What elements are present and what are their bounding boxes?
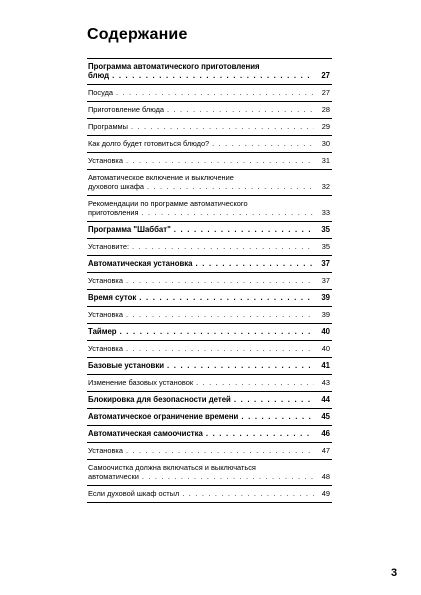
toc-entry-title bbox=[88, 156, 314, 165]
toc-entry-title-line: Как долго будет готовиться блюдо? bbox=[88, 139, 210, 148]
toc-entry-page: 47 bbox=[321, 446, 330, 455]
toc-entry bbox=[87, 486, 332, 503]
toc-entry-title bbox=[88, 429, 314, 438]
toc-entry-title bbox=[88, 225, 314, 234]
toc-entry bbox=[87, 426, 332, 443]
toc-entry bbox=[87, 409, 332, 426]
dot-leader bbox=[139, 293, 314, 302]
toc-entry-page: 48 bbox=[321, 472, 330, 481]
dot-leader bbox=[196, 259, 315, 268]
dot-leader bbox=[120, 327, 314, 336]
toc-entry-title bbox=[88, 139, 314, 148]
toc-entry-page: 39 bbox=[321, 310, 330, 319]
toc-entry-title-line: Изменение базовых установок bbox=[88, 378, 194, 387]
toc-entry-title-line: Установка bbox=[88, 446, 123, 455]
toc-entry-title-line: духового шкафа bbox=[88, 182, 145, 191]
dot-leader bbox=[196, 378, 314, 387]
toc-entry bbox=[87, 170, 332, 196]
toc-entry-title bbox=[88, 88, 314, 97]
dot-leader bbox=[142, 208, 314, 217]
toc-entry-title bbox=[88, 412, 314, 421]
toc-entry-page: 40 bbox=[321, 327, 330, 336]
dot-leader bbox=[116, 88, 314, 97]
toc-entry-title bbox=[88, 62, 314, 80]
toc-entry-title-line: Самоочистка должна включаться и выключаться bbox=[88, 463, 256, 472]
toc-entry-title bbox=[88, 378, 314, 387]
toc-entry bbox=[87, 460, 332, 486]
toc-entry-title bbox=[88, 344, 314, 353]
toc-entry-title bbox=[88, 310, 314, 319]
toc-entry bbox=[87, 256, 332, 273]
toc-entry-title-line: Программа автоматического приготовления bbox=[88, 62, 260, 71]
toc-entry-page: 27 bbox=[321, 88, 330, 97]
toc-entry-title-line: Автоматическая самоочистка bbox=[88, 429, 203, 438]
toc-entry-title-line: Установка bbox=[88, 156, 123, 165]
toc-entry bbox=[87, 273, 332, 290]
toc-entry-title-line: Время суток bbox=[88, 293, 137, 302]
toc-entry-page: 35 bbox=[321, 242, 330, 251]
toc-entry-title-line: Программа "Шаббат" bbox=[88, 225, 171, 234]
toc-entry bbox=[87, 324, 332, 341]
toc-entry-title bbox=[88, 122, 314, 131]
toc-entry-title bbox=[88, 259, 314, 268]
toc-entry bbox=[87, 375, 332, 392]
toc-entry-title bbox=[88, 489, 314, 498]
toc-entry-page: 41 bbox=[321, 361, 330, 370]
toc-entry-title bbox=[88, 199, 314, 217]
toc-entry-title-line: Рекомендации по программе автоматического bbox=[88, 199, 248, 208]
dot-leader bbox=[142, 472, 314, 481]
dot-leader bbox=[234, 395, 314, 404]
dot-leader bbox=[132, 242, 314, 251]
toc-entry-title bbox=[88, 276, 314, 285]
dot-leader bbox=[212, 139, 314, 148]
toc-entry-title bbox=[88, 327, 314, 336]
toc-entry-title-line: Если духовой шкаф остыл bbox=[88, 489, 180, 498]
toc-entry-page: 30 bbox=[321, 139, 330, 148]
toc-entry-title-line: Блокировка для безопасности детей bbox=[88, 395, 231, 404]
toc-entry-page: 37 bbox=[321, 276, 330, 285]
toc-entry-title-line: автоматически bbox=[88, 472, 139, 481]
toc-entry-page: 27 bbox=[321, 71, 330, 80]
toc-entry-title bbox=[88, 242, 314, 251]
toc-entry bbox=[87, 85, 332, 102]
toc-entry-title-line: Таймер bbox=[88, 327, 117, 336]
toc-entry-title bbox=[88, 293, 314, 302]
dot-leader bbox=[126, 344, 314, 353]
toc-entry-page: 39 bbox=[321, 293, 330, 302]
toc-entry-title-line: Установка bbox=[88, 276, 123, 285]
dot-leader bbox=[126, 276, 314, 285]
toc-entry-title bbox=[88, 105, 314, 114]
dot-leader bbox=[126, 156, 314, 165]
toc-entry bbox=[87, 59, 332, 85]
toc-entry-page: 29 bbox=[321, 122, 330, 131]
toc-entry-page: 37 bbox=[321, 259, 330, 268]
toc-entry-page: 44 bbox=[321, 395, 330, 404]
toc-entry bbox=[87, 153, 332, 170]
toc-entry-title-line: Установка bbox=[88, 310, 123, 319]
toc-entry-page: 40 bbox=[321, 344, 330, 353]
toc-entry-page: 49 bbox=[321, 489, 330, 498]
dot-leader bbox=[167, 361, 314, 370]
toc-entry-title-line: Программы bbox=[88, 122, 128, 131]
dot-leader bbox=[241, 412, 314, 421]
toc-entry bbox=[87, 102, 332, 119]
dot-leader bbox=[147, 182, 314, 191]
toc-entry-page: 35 bbox=[321, 225, 330, 234]
toc-entry-title-line: Посуда bbox=[88, 88, 113, 97]
dot-leader bbox=[174, 225, 314, 234]
dot-leader bbox=[182, 489, 314, 498]
dot-leader bbox=[206, 429, 314, 438]
dot-leader bbox=[131, 122, 314, 131]
toc-entry-title-line: блюд bbox=[88, 71, 110, 80]
table-of-contents bbox=[87, 58, 332, 503]
dot-leader bbox=[167, 105, 314, 114]
toc-entry-page: 43 bbox=[321, 378, 330, 387]
page-title: Содержание bbox=[87, 26, 188, 43]
toc-entry-title bbox=[88, 173, 314, 191]
toc-entry-page: 45 bbox=[321, 412, 330, 421]
toc-entry bbox=[87, 392, 332, 409]
toc-entry-title-line: Базовые установки bbox=[88, 361, 165, 370]
toc-entry bbox=[87, 307, 332, 324]
toc-entry-title bbox=[88, 463, 314, 481]
toc-entry bbox=[87, 443, 332, 460]
toc-entry-title-line: Автоматическая установка bbox=[88, 259, 193, 268]
toc-entry-title-line: Установка bbox=[88, 344, 123, 353]
toc-entry-title-line: Установите: bbox=[88, 242, 130, 251]
toc-entry-title-line: Приготовление блюда bbox=[88, 105, 165, 114]
toc-entry bbox=[87, 196, 332, 222]
toc-entry-page: 32 bbox=[321, 182, 330, 191]
toc-entry bbox=[87, 119, 332, 136]
toc-entry-title bbox=[88, 361, 314, 370]
toc-entry bbox=[87, 358, 332, 375]
toc-entry-title-line: Автоматическое включение и выключение bbox=[88, 173, 234, 182]
dot-leader bbox=[112, 71, 314, 80]
toc-entry-page: 31 bbox=[321, 156, 330, 165]
toc-entry bbox=[87, 341, 332, 358]
toc-entry bbox=[87, 222, 332, 239]
toc-entry-title bbox=[88, 446, 314, 455]
toc-entry-title-line: приготовления bbox=[88, 208, 139, 217]
dot-leader bbox=[126, 446, 314, 455]
toc-entry-title-line: Автоматическое ограничение времени bbox=[88, 412, 239, 421]
page-number: 3 bbox=[391, 567, 398, 579]
toc-entry-page: 46 bbox=[321, 429, 330, 438]
toc-entry-title bbox=[88, 395, 314, 404]
toc-entry bbox=[87, 290, 332, 307]
toc-entry bbox=[87, 239, 332, 256]
toc-entry bbox=[87, 136, 332, 153]
dot-leader bbox=[126, 310, 314, 319]
toc-entry-page: 33 bbox=[321, 208, 330, 217]
toc-entry-page: 28 bbox=[321, 105, 330, 114]
